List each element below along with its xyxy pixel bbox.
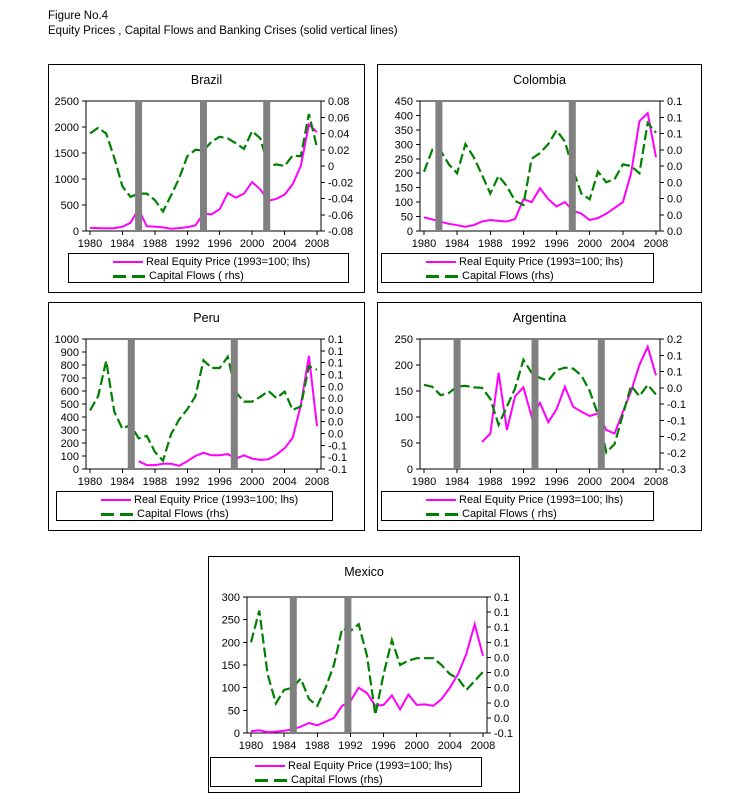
svg-text:2004: 2004 bbox=[437, 740, 463, 752]
flows-line-sample bbox=[101, 513, 134, 516]
svg-text:2008: 2008 bbox=[304, 238, 330, 250]
svg-text:1992: 1992 bbox=[511, 238, 536, 250]
svg-text:1980: 1980 bbox=[77, 476, 103, 488]
crisis-bar bbox=[263, 102, 270, 230]
svg-text:0.1: 0.1 bbox=[328, 369, 344, 382]
svg-text:-0.1: -0.1 bbox=[328, 452, 347, 465]
crisis-bar bbox=[454, 340, 461, 468]
svg-text:100: 100 bbox=[394, 197, 413, 210]
svg-text:0.1: 0.1 bbox=[494, 622, 510, 635]
svg-text:200: 200 bbox=[60, 438, 79, 450]
svg-text:300: 300 bbox=[60, 425, 79, 437]
svg-text:2000: 2000 bbox=[239, 476, 265, 488]
svg-text:1992: 1992 bbox=[175, 476, 200, 488]
svg-text:400: 400 bbox=[394, 110, 413, 123]
chart-brazil bbox=[48, 64, 365, 293]
x-axis-ticks bbox=[78, 469, 329, 488]
svg-text:0.1: 0.1 bbox=[494, 592, 510, 604]
svg-text:0: 0 bbox=[406, 226, 413, 238]
svg-text:2008: 2008 bbox=[304, 476, 330, 488]
svg-text:250: 250 bbox=[394, 334, 413, 346]
svg-text:500: 500 bbox=[60, 200, 79, 212]
svg-text:-0.04: -0.04 bbox=[328, 193, 354, 206]
svg-text:150: 150 bbox=[221, 660, 240, 672]
svg-text:2008: 2008 bbox=[643, 238, 669, 250]
svg-text:0.1: 0.1 bbox=[667, 366, 683, 379]
left-axis-ticks bbox=[395, 96, 420, 238]
svg-text:-0.1: -0.1 bbox=[494, 728, 513, 740]
svg-text:600: 600 bbox=[60, 386, 79, 398]
crisis-bar bbox=[344, 598, 351, 732]
equity-line-sample bbox=[113, 261, 143, 263]
chart-title-brazil: Brazil bbox=[190, 73, 223, 87]
svg-text:-0.1: -0.1 bbox=[667, 399, 686, 411]
svg-text:250: 250 bbox=[221, 614, 240, 627]
svg-text:-0.06: -0.06 bbox=[328, 209, 354, 222]
svg-text:50: 50 bbox=[400, 211, 413, 224]
svg-text:2000: 2000 bbox=[577, 238, 602, 250]
svg-text:1980: 1980 bbox=[238, 740, 264, 752]
svg-text:0.0: 0.0 bbox=[667, 177, 683, 190]
svg-text:2500: 2500 bbox=[54, 96, 79, 108]
svg-text:50: 50 bbox=[227, 705, 240, 718]
svg-text:200: 200 bbox=[394, 168, 413, 181]
svg-text:0.08: 0.08 bbox=[328, 96, 350, 108]
svg-text:1996: 1996 bbox=[544, 238, 569, 250]
chart-colombia bbox=[377, 64, 702, 293]
svg-text:0.1: 0.1 bbox=[494, 607, 510, 620]
right-axis-ticks bbox=[321, 334, 347, 476]
svg-text:0.06: 0.06 bbox=[328, 112, 350, 125]
crisis-bar bbox=[135, 102, 142, 230]
svg-text:1996: 1996 bbox=[207, 238, 232, 250]
flows-line bbox=[424, 123, 656, 205]
svg-text:0.0: 0.0 bbox=[667, 382, 683, 395]
x-axis-ticks bbox=[412, 469, 668, 488]
chart-argentina bbox=[377, 302, 702, 531]
svg-text:100: 100 bbox=[394, 412, 413, 424]
svg-text:1984: 1984 bbox=[110, 238, 135, 250]
svg-text:0.1: 0.1 bbox=[328, 334, 344, 346]
crisis-bars bbox=[454, 340, 605, 468]
svg-text:0.04: 0.04 bbox=[328, 128, 350, 141]
crisis-bar bbox=[532, 340, 539, 468]
svg-text:0.0: 0.0 bbox=[328, 416, 344, 429]
svg-text:500: 500 bbox=[60, 399, 79, 411]
chart-title-peru: Peru bbox=[193, 311, 220, 325]
equity-line-sample bbox=[255, 765, 285, 767]
svg-text:100: 100 bbox=[60, 451, 79, 463]
svg-text:150: 150 bbox=[394, 182, 413, 195]
equity-line bbox=[251, 624, 483, 732]
svg-text:0.1: 0.1 bbox=[328, 357, 344, 370]
svg-text:2000: 2000 bbox=[577, 476, 602, 488]
legend-argentina bbox=[381, 491, 654, 521]
svg-text:350: 350 bbox=[394, 124, 413, 137]
flows-line bbox=[90, 357, 317, 461]
svg-text:-0.02: -0.02 bbox=[328, 177, 354, 190]
crisis-bars bbox=[128, 340, 238, 468]
right-axis-ticks bbox=[321, 96, 353, 238]
svg-text:0.02: 0.02 bbox=[328, 144, 350, 157]
right-axis-ticks bbox=[487, 592, 513, 740]
flows-line-sample bbox=[113, 275, 146, 278]
svg-text:0.0: 0.0 bbox=[667, 193, 683, 206]
crisis-bars bbox=[435, 102, 575, 230]
svg-text:900: 900 bbox=[60, 347, 79, 359]
flows-line-sample bbox=[426, 275, 459, 278]
svg-text:2004: 2004 bbox=[272, 238, 297, 250]
crisis-bar bbox=[290, 598, 297, 732]
crisis-bar bbox=[200, 102, 207, 230]
svg-text:0.0: 0.0 bbox=[667, 209, 683, 222]
legend-row-flows bbox=[382, 269, 653, 283]
svg-text:0.0: 0.0 bbox=[494, 712, 510, 725]
chart-peru bbox=[48, 302, 365, 531]
svg-text:0.0: 0.0 bbox=[667, 226, 683, 238]
svg-text:0.1: 0.1 bbox=[667, 128, 683, 141]
figure-subtitle: Equity Prices , Capital Flows and Banking Crises (solid vertical lines) bbox=[48, 25, 398, 37]
plot-frame bbox=[86, 339, 321, 469]
svg-text:2008: 2008 bbox=[643, 476, 669, 488]
legend-label-equity: Real Equity Price (1993=100; lhs) bbox=[459, 494, 624, 506]
svg-text:450: 450 bbox=[394, 96, 413, 108]
svg-text:1996: 1996 bbox=[207, 476, 232, 488]
crisis-bar bbox=[128, 340, 135, 468]
crisis-bars bbox=[290, 598, 352, 732]
left-axis-ticks bbox=[222, 592, 247, 740]
plot-frame bbox=[247, 597, 487, 733]
svg-text:1996: 1996 bbox=[544, 476, 569, 488]
svg-text:300: 300 bbox=[221, 592, 240, 604]
legend-label-flows: Capital Flows ( rhs) bbox=[462, 508, 557, 520]
svg-text:2004: 2004 bbox=[610, 476, 636, 488]
svg-text:1988: 1988 bbox=[478, 238, 503, 250]
svg-text:-0.3: -0.3 bbox=[667, 464, 686, 476]
svg-text:-0.2: -0.2 bbox=[667, 431, 686, 444]
left-axis-ticks bbox=[55, 96, 86, 238]
svg-text:-0.1: -0.1 bbox=[328, 440, 347, 453]
svg-text:0: 0 bbox=[328, 161, 335, 173]
svg-text:0.0: 0.0 bbox=[328, 428, 344, 441]
svg-text:0.0: 0.0 bbox=[328, 381, 344, 394]
svg-text:1988: 1988 bbox=[142, 238, 168, 250]
svg-text:0.1: 0.1 bbox=[667, 350, 683, 363]
chart-title-argentina: Argentina bbox=[512, 311, 567, 325]
svg-text:1984: 1984 bbox=[444, 238, 470, 250]
crisis-bar bbox=[231, 340, 238, 468]
equity-line-sample bbox=[426, 261, 456, 263]
svg-text:0.0: 0.0 bbox=[667, 161, 683, 173]
svg-text:250: 250 bbox=[394, 153, 413, 166]
flows-line-sample bbox=[426, 513, 459, 516]
plot-frame bbox=[420, 101, 660, 231]
svg-text:300: 300 bbox=[394, 139, 413, 152]
legend-row-flows bbox=[211, 773, 481, 787]
crisis-bar bbox=[598, 340, 605, 468]
legend-label-equity: Real Equity Price (1993=100; lhs) bbox=[134, 494, 299, 506]
left-axis-ticks bbox=[55, 334, 86, 476]
legend-row-flows bbox=[57, 507, 332, 521]
svg-text:1000: 1000 bbox=[54, 174, 79, 186]
svg-text:2000: 2000 bbox=[54, 122, 79, 134]
svg-text:2008: 2008 bbox=[470, 740, 496, 752]
x-axis-ticks bbox=[78, 231, 329, 250]
svg-text:1984: 1984 bbox=[271, 740, 297, 752]
svg-text:0: 0 bbox=[72, 226, 79, 238]
svg-text:1992: 1992 bbox=[338, 740, 363, 752]
svg-text:1980: 1980 bbox=[411, 476, 437, 488]
svg-text:0.1: 0.1 bbox=[667, 96, 683, 108]
svg-text:0.0: 0.0 bbox=[494, 682, 510, 695]
legend-brazil bbox=[68, 253, 349, 283]
svg-text:-0.1: -0.1 bbox=[328, 464, 347, 476]
flows-line-sample bbox=[255, 779, 288, 782]
equity-line bbox=[482, 347, 656, 442]
svg-text:400: 400 bbox=[60, 412, 79, 424]
svg-text:200: 200 bbox=[394, 360, 413, 372]
chart-title-colombia: Colombia bbox=[513, 73, 566, 87]
svg-text:2000: 2000 bbox=[239, 238, 265, 250]
svg-text:800: 800 bbox=[60, 360, 79, 372]
svg-text:0.1: 0.1 bbox=[494, 637, 510, 650]
crisis-bar bbox=[435, 102, 442, 230]
svg-text:150: 150 bbox=[394, 386, 413, 398]
legend-label-flows: Capital Flows (rhs) bbox=[462, 270, 554, 282]
svg-text:50: 50 bbox=[400, 438, 413, 450]
svg-text:2004: 2004 bbox=[272, 476, 297, 488]
crisis-bar bbox=[569, 102, 576, 230]
svg-text:0: 0 bbox=[72, 464, 79, 476]
legend-colombia bbox=[381, 253, 654, 283]
svg-text:0.0: 0.0 bbox=[667, 144, 683, 157]
legend-label-flows: Capital Flows ( rhs) bbox=[149, 270, 244, 282]
legend-row-flows bbox=[69, 269, 348, 283]
svg-text:0.0: 0.0 bbox=[494, 652, 510, 665]
legend-label-equity: Real Equity Price (1993=100; lhs) bbox=[459, 256, 624, 268]
svg-text:0.0: 0.0 bbox=[494, 697, 510, 710]
svg-text:1984: 1984 bbox=[444, 476, 470, 488]
svg-text:0.1: 0.1 bbox=[328, 345, 344, 358]
svg-text:0.0: 0.0 bbox=[494, 667, 510, 680]
right-axis-ticks bbox=[660, 96, 682, 238]
svg-text:0.0: 0.0 bbox=[328, 404, 344, 417]
svg-text:0.1: 0.1 bbox=[667, 112, 683, 125]
svg-text:0.0: 0.0 bbox=[328, 393, 344, 406]
equity-line-sample bbox=[101, 499, 131, 501]
svg-text:2004: 2004 bbox=[610, 238, 636, 250]
legend-row-flows bbox=[382, 507, 653, 521]
svg-text:1996: 1996 bbox=[371, 740, 396, 752]
svg-text:0: 0 bbox=[233, 728, 240, 740]
svg-text:1992: 1992 bbox=[511, 476, 536, 488]
legend-label-flows: Capital Flows (rhs) bbox=[291, 774, 383, 786]
left-axis-ticks bbox=[395, 334, 420, 476]
legend-row-equity bbox=[382, 255, 653, 269]
svg-text:100: 100 bbox=[221, 682, 240, 695]
svg-text:1988: 1988 bbox=[142, 476, 168, 488]
svg-text:1980: 1980 bbox=[411, 238, 437, 250]
legend-label-equity: Real Equity Price (1993=100; lhs) bbox=[146, 256, 311, 268]
svg-text:1500: 1500 bbox=[54, 148, 79, 160]
svg-text:1988: 1988 bbox=[305, 740, 330, 752]
svg-text:2000: 2000 bbox=[404, 740, 429, 752]
legend-row-equity bbox=[211, 759, 481, 773]
svg-text:200: 200 bbox=[221, 637, 240, 650]
svg-text:-0.2: -0.2 bbox=[667, 447, 686, 460]
right-axis-ticks bbox=[660, 334, 686, 476]
legend-label-flows: Capital Flows (rhs) bbox=[137, 508, 229, 520]
crisis-bars bbox=[135, 102, 270, 230]
svg-text:1980: 1980 bbox=[77, 238, 103, 250]
chart-title-mexico: Mexico bbox=[344, 565, 384, 579]
legend-row-equity bbox=[382, 493, 653, 507]
legend-mexico bbox=[210, 757, 482, 787]
svg-text:0: 0 bbox=[406, 464, 413, 476]
figure-label: Figure No.4 bbox=[48, 10, 109, 22]
svg-text:700: 700 bbox=[60, 373, 79, 385]
svg-text:1988: 1988 bbox=[478, 476, 503, 488]
svg-text:-0.08: -0.08 bbox=[328, 226, 354, 238]
chart-mexico bbox=[208, 556, 520, 793]
x-axis-ticks bbox=[239, 733, 495, 752]
svg-text:1992: 1992 bbox=[175, 238, 200, 250]
legend-row-equity bbox=[57, 493, 332, 507]
x-axis-ticks bbox=[412, 231, 668, 250]
legend-row-equity bbox=[69, 255, 348, 269]
svg-text:1984: 1984 bbox=[110, 476, 135, 488]
equity-line-sample bbox=[426, 499, 456, 501]
flows-line bbox=[251, 611, 483, 715]
svg-text:-0.1: -0.1 bbox=[667, 415, 686, 428]
legend-label-equity: Real Equity Price (1993=100; lhs) bbox=[288, 760, 453, 772]
svg-text:1000: 1000 bbox=[54, 334, 79, 346]
svg-text:0.2: 0.2 bbox=[667, 334, 683, 346]
legend-peru bbox=[56, 491, 333, 521]
